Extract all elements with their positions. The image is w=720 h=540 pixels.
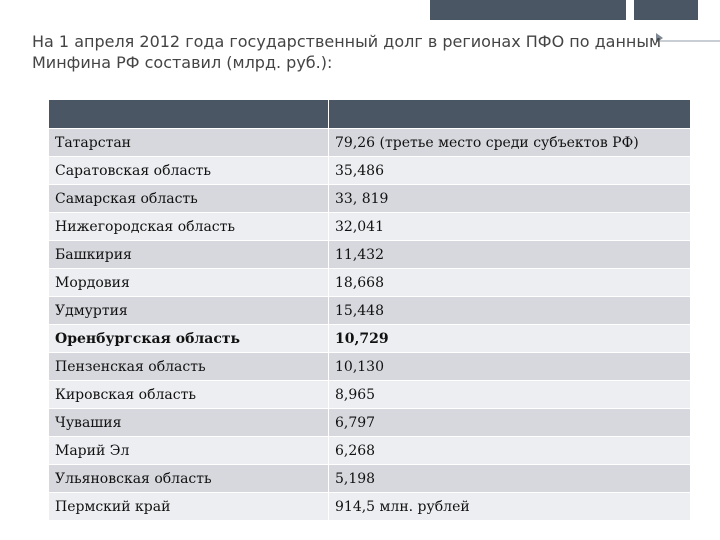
table-row bbox=[49, 353, 691, 381]
region-cell: Чувашия bbox=[49, 409, 329, 437]
header-accent-bar bbox=[430, 0, 626, 20]
table-header-row bbox=[49, 100, 691, 129]
debt-value-cell: 33, 819 bbox=[329, 185, 691, 213]
debt-value-cell: 914,5 млн. рублей bbox=[329, 493, 691, 521]
region-cell: Удмуртия bbox=[49, 297, 329, 325]
table-row bbox=[49, 381, 691, 409]
table-row bbox=[49, 157, 691, 185]
region-cell: Мордовия bbox=[49, 269, 329, 297]
header-cell-region bbox=[49, 100, 329, 129]
region-cell: Ульяновская область bbox=[49, 465, 329, 493]
debt-value-cell: 10,130 bbox=[329, 353, 691, 381]
regional-debt-table bbox=[48, 99, 691, 521]
table-row bbox=[49, 241, 691, 269]
table-row bbox=[49, 297, 691, 325]
table-row bbox=[49, 493, 691, 521]
debt-value-cell: 79,26 (третье место среди субъектов РФ) bbox=[329, 129, 691, 157]
debt-value-cell: 6,268 bbox=[329, 437, 691, 465]
region-cell: Оренбургская область bbox=[49, 325, 329, 353]
region-cell: Саратовская область bbox=[49, 157, 329, 185]
header-accent-bar-short bbox=[634, 0, 698, 20]
table-row bbox=[49, 409, 691, 437]
table-row bbox=[49, 437, 691, 465]
debt-value-cell: 11,432 bbox=[329, 241, 691, 269]
header-cell-value bbox=[329, 100, 691, 129]
table-row bbox=[49, 269, 691, 297]
debt-value-cell: 5,198 bbox=[329, 465, 691, 493]
region-cell: Нижегородская область bbox=[49, 213, 329, 241]
region-cell: Самарская область bbox=[49, 185, 329, 213]
table-row bbox=[49, 185, 691, 213]
region-cell: Пермский край bbox=[49, 493, 329, 521]
debt-value-cell: 10,729 bbox=[329, 325, 691, 353]
debt-value-cell: 35,486 bbox=[329, 157, 691, 185]
debt-value-cell: 8,965 bbox=[329, 381, 691, 409]
debt-value-cell: 15,448 bbox=[329, 297, 691, 325]
table-row-highlighted bbox=[49, 325, 691, 353]
region-cell: Татарстан bbox=[49, 129, 329, 157]
debt-value-cell: 6,797 bbox=[329, 409, 691, 437]
table-row bbox=[49, 213, 691, 241]
table-row bbox=[49, 129, 691, 157]
debt-value-cell: 18,668 bbox=[329, 269, 691, 297]
debt-value-cell: 32,041 bbox=[329, 213, 691, 241]
region-cell: Марий Эл bbox=[49, 437, 329, 465]
region-cell: Кировская область bbox=[49, 381, 329, 409]
region-cell: Пензенская область bbox=[49, 353, 329, 381]
slide-title: На 1 апреля 2012 года государственный долг в регионах ПФО по данным Минфина РФ составил (млрд. руб.): bbox=[32, 32, 662, 72]
table-row bbox=[49, 465, 691, 493]
region-cell: Башкирия bbox=[49, 241, 329, 269]
